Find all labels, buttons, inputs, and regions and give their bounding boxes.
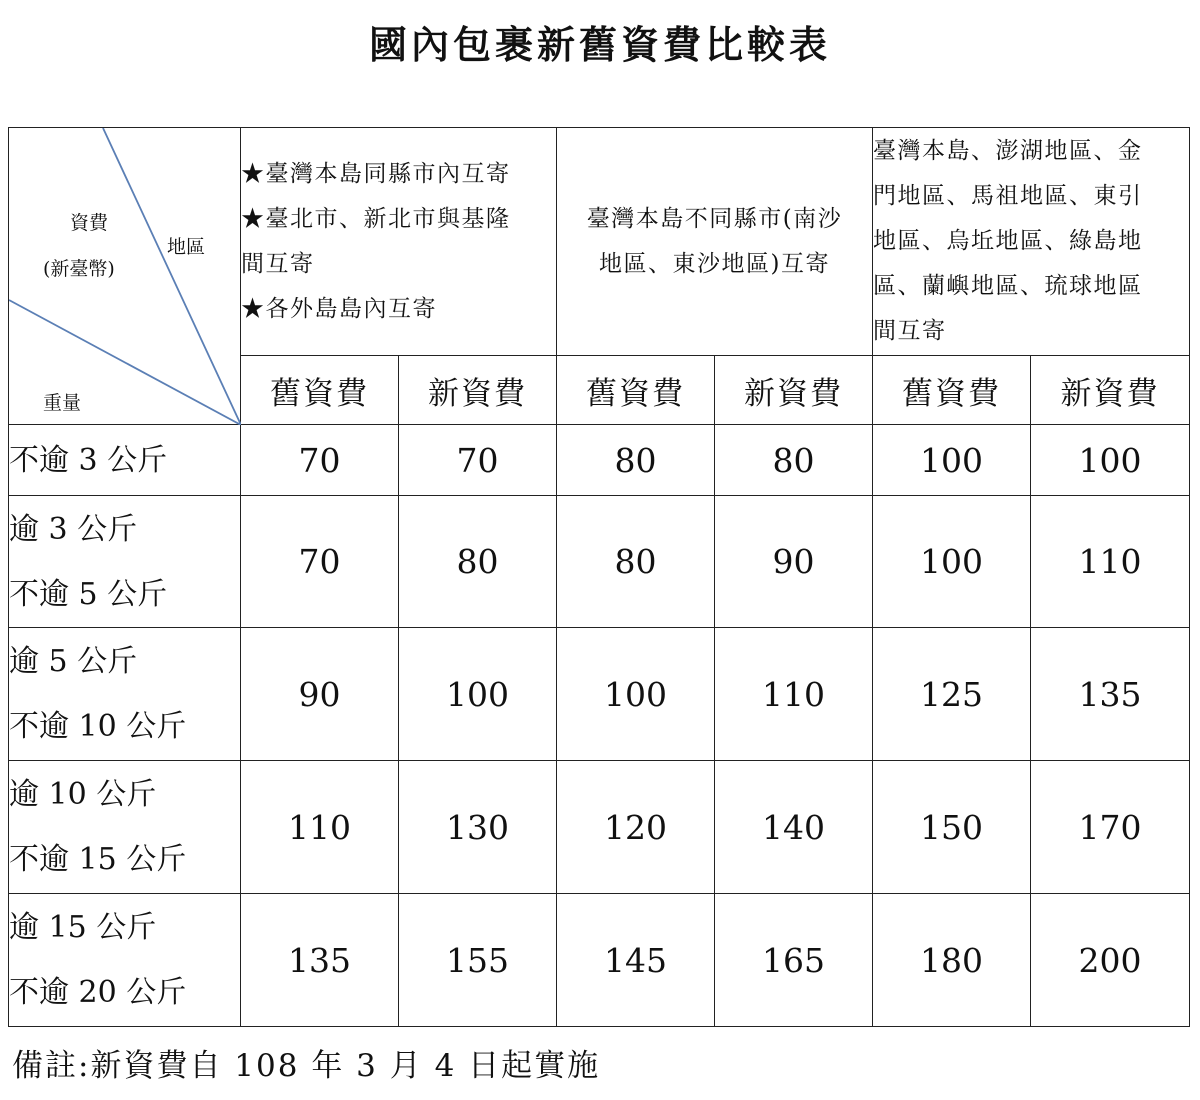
fee-value: 135: [1031, 628, 1190, 761]
fee-value: 125: [873, 628, 1031, 761]
corner-fee-label: 資費: [70, 212, 109, 234]
fee-value: 80: [399, 496, 557, 628]
fee-value: 150: [873, 761, 1031, 894]
region-line: 間互寄: [873, 318, 947, 344]
corner-region-label: 地區: [167, 236, 206, 258]
old-fee-header: 舊資費: [241, 356, 399, 425]
footnote: 備註:新資費自 108 年 3 月 4 日起實施: [12, 1048, 601, 1084]
table-row: [9, 628, 1190, 761]
new-fee-header: 新資費: [715, 356, 873, 425]
fee-comparison-table: [8, 127, 1190, 1027]
weight-line: 逾 10 公斤: [9, 777, 157, 812]
region-line: 臺灣本島不同縣市(南沙: [586, 205, 843, 232]
region-line: 臺灣本島、澎湖地區、金: [873, 138, 1143, 164]
corner-header-cell: [9, 128, 241, 425]
corner-weight-label: 重量: [43, 392, 82, 414]
new-fee-header: 新資費: [399, 356, 557, 425]
table-row: [9, 425, 1190, 496]
weight-line: 不逾 15 公斤: [9, 842, 187, 877]
new-fee-header: 新資費: [1031, 356, 1190, 425]
fee-value: 110: [1031, 496, 1190, 628]
old-fee-header: 舊資費: [873, 356, 1031, 425]
weight-line: 不逾 3 公斤: [9, 442, 168, 478]
fee-value: 140: [715, 761, 873, 894]
table-row: [9, 894, 1190, 1027]
fee-value: 110: [241, 761, 399, 894]
fee-value: 120: [557, 761, 715, 894]
weight-cell: [9, 425, 241, 496]
fee-value: 200: [1031, 894, 1190, 1027]
fee-value: 145: [557, 894, 715, 1027]
region-line: ★臺北市、新北市與基隆: [241, 205, 511, 232]
fee-value: 100: [399, 628, 557, 761]
region-header-1: [241, 128, 557, 356]
weight-line: 不逾 10 公斤: [9, 709, 187, 744]
fee-value: 180: [873, 894, 1031, 1027]
fee-value: 100: [1031, 425, 1190, 496]
region-line: ★各外島島內互寄: [241, 295, 437, 322]
weight-cell: [9, 628, 241, 761]
region-line: 地區、烏坵地區、綠島地: [873, 228, 1143, 254]
fee-value: 165: [715, 894, 873, 1027]
region-header-3: [873, 128, 1190, 356]
corner-currency-label: (新臺幣): [43, 258, 115, 280]
table-row: [9, 496, 1190, 628]
fee-value: 70: [241, 425, 399, 496]
fee-value: 80: [557, 425, 715, 496]
fee-value: 80: [557, 496, 715, 628]
fee-value: 90: [241, 628, 399, 761]
fee-value: 90: [715, 496, 873, 628]
table-row: [9, 761, 1190, 894]
weight-line: 不逾 5 公斤: [9, 576, 168, 612]
weight-cell: [9, 894, 241, 1027]
region-line: 區、蘭嶼地區、琉球地區: [873, 273, 1143, 299]
fee-value: 100: [873, 496, 1031, 628]
fee-value: 110: [715, 628, 873, 761]
region-line: 間互寄: [241, 250, 315, 277]
region-line: ★臺灣本島同縣市內互寄: [241, 160, 511, 187]
weight-cell: [9, 496, 241, 628]
weight-line: 逾 15 公斤: [9, 910, 157, 945]
weight-line: 逾 3 公斤: [9, 511, 138, 547]
weight-line: 不逾 20 公斤: [9, 975, 187, 1010]
weight-line: 逾 5 公斤: [9, 644, 138, 679]
fee-value: 70: [399, 425, 557, 496]
fee-value: 155: [399, 894, 557, 1027]
weight-cell: [9, 761, 241, 894]
fee-value: 100: [873, 425, 1031, 496]
fee-value: 70: [241, 496, 399, 628]
region-header-2: [557, 128, 873, 356]
page-title: 國內包裹新舊資費比較表: [368, 23, 831, 67]
fee-value: 100: [557, 628, 715, 761]
region-line: 門地區、馬祖地區、東引: [873, 183, 1143, 209]
fee-value: 80: [715, 425, 873, 496]
fee-value: 170: [1031, 761, 1190, 894]
old-fee-header: 舊資費: [557, 356, 715, 425]
region-line: 地區、東沙地區)互寄: [599, 250, 830, 277]
fee-value: 130: [399, 761, 557, 894]
fee-value: 135: [241, 894, 399, 1027]
